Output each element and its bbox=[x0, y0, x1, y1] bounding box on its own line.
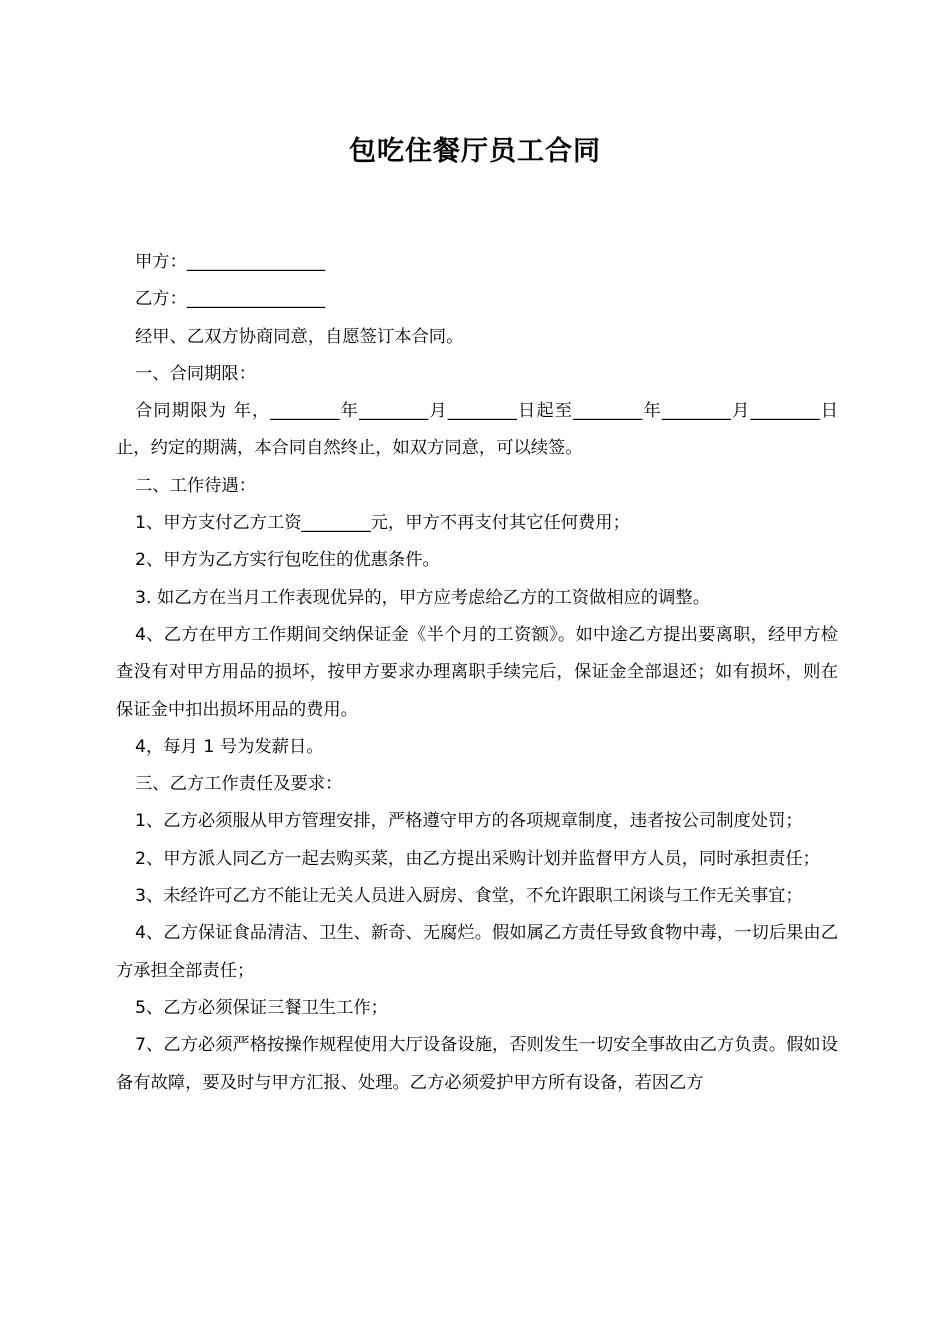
document-title: 包吃住餐厅员工合同 bbox=[349, 136, 601, 167]
section-heading-term: 一、合同期限： bbox=[135, 363, 256, 384]
duty-clause-7: 7、乙方必须严格按操作规程使用大厅设备设施，否则发生一切安全事故由乙方负责。假如设备有故障，要及时与甲方汇报、处理。乙方必须爱护甲方所有设备，若因乙方 bbox=[116, 1035, 838, 1093]
duty-clause-5: 5、乙方必须保证三餐卫生工作； bbox=[135, 997, 388, 1018]
duty-clause-4: 4、乙方保证食品清洁、卫生、新奇、无腐烂。假如属乙方责任导致食物中毒，一切后果由乙方承担全部责任； bbox=[116, 923, 838, 981]
salary-clause-1: 1、甲方支付乙方工资________元，甲方不再支付其它任何费用； bbox=[135, 513, 630, 534]
party-a-line: 甲方：________________ bbox=[135, 252, 326, 272]
party-b-line: 乙方：________________ bbox=[135, 289, 326, 310]
section-heading-salary: 二、工作待遇： bbox=[135, 475, 256, 496]
document-body bbox=[116, 244, 838, 1102]
salary-clause-2: 2、甲方为乙方实行包吃住的优惠条件。 bbox=[135, 550, 440, 571]
salary-clause-4: 4、乙方在甲方工作期间交纳保证金《半个月的工资额》。如中途乙方提出要离职，经甲方检查没有对甲方用品的损坏，按甲方要求办理离职手续完后，保证金全部退还；如有损坏，则在保证金中扣出损坏用品的费用。 bbox=[116, 624, 838, 720]
agreement-intro: 经甲、乙双方协商同意，自愿签订本合同。 bbox=[135, 326, 464, 347]
term-clause: 合同期限为 年，________年________月________日起至________年________月________日止，约定的期满，本合同自然终止，如双方同意，可以续签。 bbox=[116, 401, 838, 459]
section-heading-duties: 三、乙方工作责任及要求： bbox=[135, 774, 343, 795]
salary-clause-payday: 4，每月 1 号为发薪日。 bbox=[135, 736, 324, 757]
duty-clause-2: 2、甲方派人同乙方一起去购买菜，由乙方提出采购计划并监督甲方人员，同时承担责任； bbox=[135, 848, 820, 869]
salary-clause-3: 3. 如乙方在当月工作表现优异的，甲方应考虑给乙方的工资做相应的调整。 bbox=[135, 587, 710, 608]
duty-clause-1: 1、乙方必须服从甲方管理安排，严格遵守甲方的各项规章制度，违者按公司制度处罚； bbox=[135, 811, 803, 832]
duty-clause-3: 3、未经许可乙方不能让无关人员进入厨房、食堂，不允许跟职工闲谈与工作无关事宜； bbox=[135, 886, 803, 907]
